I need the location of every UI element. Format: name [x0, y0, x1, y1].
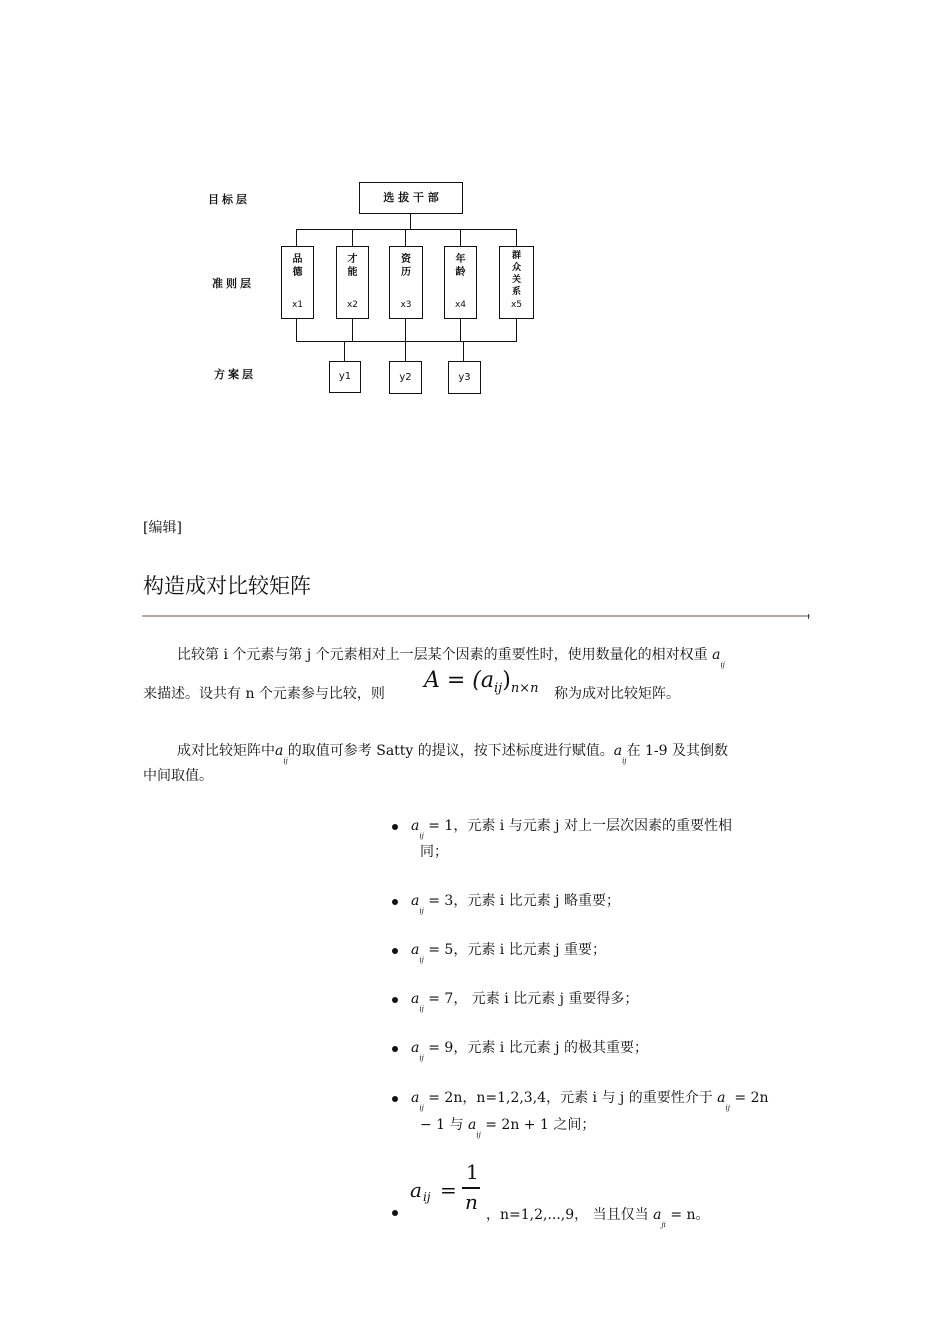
a-subscript: ij [419, 907, 424, 915]
criteria-variable: x2 [346, 300, 359, 310]
connector [296, 229, 517, 230]
connector [460, 319, 461, 341]
connector [410, 214, 411, 229]
criteria-layer-label: 准则层 [212, 277, 254, 290]
criteria-box [444, 246, 477, 319]
list-item: $a_{ij} = 5$，元素 i 比元素 j 重要； [411, 942, 606, 964]
connector [296, 341, 517, 342]
a-subscript: ij [720, 661, 725, 669]
bullet [392, 948, 398, 954]
criteria-text: 群 众 关 系 [511, 251, 521, 297]
scheme-box [389, 361, 422, 394]
frac-den: n [465, 1190, 478, 1214]
a-subscript: ij [419, 832, 424, 840]
list-item: $a_{ij} = 7$， 元素 i 比元素 j 重要得多； [411, 991, 639, 1013]
connector [352, 229, 353, 246]
list-item-cont: − 1 与 $a_{ij} = 2n + 1$ 之间； [420, 1117, 596, 1139]
bullet [392, 997, 398, 1003]
connector [296, 229, 297, 246]
item-cont2: = 2n + 1 之间； [485, 1117, 596, 1133]
scheme-box [329, 361, 361, 393]
criteria-text: 才 能 [347, 254, 358, 278]
connector [460, 229, 461, 246]
para1-text: 比较第 i 个元素与第 j 个元素相对上一层某个因素的重要性时，使用数量化的相对权重 [177, 647, 708, 663]
a-symbol: a [712, 647, 721, 663]
paragraph-2-line-2: 中间取值。 [143, 768, 213, 784]
criteria-variable: x4 [454, 300, 467, 310]
bullet [392, 1046, 398, 1052]
para2-text: 在 1-9 及其倒数 [626, 743, 729, 759]
criteria-variable: x1 [291, 300, 304, 310]
formula-nxn: n×n [510, 681, 539, 696]
connector [405, 229, 406, 246]
matrix-formula [424, 668, 539, 696]
criteria-box [499, 246, 534, 319]
scheme-box [448, 361, 481, 394]
a-subscript: ij [419, 1054, 424, 1062]
list-item-cont: 同； [420, 844, 448, 860]
para2-text: 的取值可参考 Satty 的提议，按下述标度进行赋值。 [287, 743, 614, 759]
item-text: ，n=1,2,...,9， 当且仅当 [486, 1207, 649, 1223]
connector [516, 229, 517, 246]
formula-sub: ij [494, 681, 503, 696]
goal-layer-label: 目标层 [208, 193, 250, 206]
item-text: 元素 i 比元素 j 重要； [467, 942, 606, 958]
paragraph-2-line-1 [177, 741, 728, 763]
a-symbol: a [613, 743, 623, 759]
formula-text: A = (a [424, 668, 495, 693]
frac-lhs: a [410, 1178, 422, 1202]
criteria-variable: x5 [510, 300, 523, 310]
criteria-variable: x3 [400, 300, 412, 310]
scheme-text: y2 [399, 372, 412, 383]
item-text: 元素 i 比元素 j 重要得多； [467, 991, 639, 1007]
goal-text: 选 拔 干 部 [383, 191, 439, 204]
divider-end [808, 614, 809, 619]
connector [516, 319, 517, 341]
a-subscript: ij [419, 1005, 424, 1013]
scheme-text: y3 [458, 372, 471, 383]
goal-box [359, 182, 463, 214]
scheme-layer-label: 方案层 [214, 368, 256, 381]
a-subscript: ij [725, 1104, 730, 1112]
scheme-text: y1 [338, 371, 352, 382]
criteria-box [336, 246, 369, 319]
bullet [392, 824, 398, 830]
bullet [392, 899, 398, 905]
section-title: 构造成对比较矩阵 [143, 574, 311, 598]
item-cont: − 1 与 [420, 1117, 464, 1133]
list-item: ，n=1,2,...,9， 当且仅当 $a_{ji} = n$。 [486, 1207, 710, 1229]
list-item: $a_{ij} = 1$，元素 i 与元素 j 对上一层次因素的重要性相 [411, 818, 732, 840]
criteria-text: 资 历 [401, 254, 411, 278]
item-text: n=1,2,3,4，元素 i 与 j 的重要性介于 [476, 1090, 713, 1106]
item-value: = 1， [428, 818, 468, 834]
fraction-formula [410, 1160, 482, 1220]
a-symbol: a [275, 743, 284, 759]
item-value: = 9， [428, 1040, 468, 1056]
para1-end: 称为成对比较矩阵。 [554, 686, 680, 702]
connector [463, 341, 464, 361]
list-item: $a_{ij} = 9$，元素 i 比元素 j 的极其重要； [411, 1040, 648, 1062]
connector [344, 341, 345, 361]
frac-sub: ij [423, 1190, 431, 1204]
criteria-box [389, 246, 423, 319]
para1-text: 来描述。设共有 n 个元素参与比较，则 [143, 686, 385, 702]
criteria-text: 年 龄 [455, 254, 466, 278]
bullet [392, 1096, 398, 1102]
a-subscript: ij [622, 757, 627, 765]
item-value: = 5， [428, 942, 468, 958]
item-tail: = n。 [670, 1207, 710, 1223]
a-subscript: ij [419, 1104, 424, 1112]
paragraph-1-line-2 [143, 684, 385, 704]
list-item: $a_{ij} = 2n$，n=1,2,3,4，元素 i 与 j 的重要性介于 $a_{ij} = 2n$ [411, 1090, 769, 1112]
item-value: = 3， [428, 893, 468, 909]
fraction-bar [462, 1187, 480, 1189]
edit-link[interactable]: [编辑] [143, 520, 182, 536]
connector [296, 319, 297, 341]
item-value: = 2n， [428, 1090, 477, 1106]
criteria-text: 品 德 [292, 254, 303, 278]
criteria-box [281, 246, 314, 319]
item-text: 元素 i 比元素 j 略重要； [467, 893, 620, 909]
item-value: = 7， [428, 991, 468, 1007]
item-tail: = 2n [734, 1090, 769, 1106]
para2-text: 成对比较矩阵中 [177, 743, 275, 759]
item-text: 元素 i 比元素 j 的极其重要； [467, 1040, 648, 1056]
connector [405, 341, 406, 361]
formula-close: ) [502, 668, 511, 693]
a-subscript: ij [283, 757, 288, 765]
a-subscript: ij [476, 1131, 481, 1139]
connector [352, 319, 353, 341]
list-item: $a_{ij} = 3$，元素 i 比元素 j 略重要； [411, 893, 620, 915]
item-text: 元素 i 与元素 j 对上一层次因素的重要性相 [467, 818, 732, 834]
frac-eq: = [440, 1178, 457, 1202]
section-divider [142, 615, 810, 617]
a-subscript: ij [419, 956, 424, 964]
connector [405, 319, 406, 341]
frac-num: 1 [466, 1160, 479, 1184]
paragraph-1-line-1 [177, 645, 725, 667]
a-subscript: ji [661, 1221, 666, 1229]
bullet [392, 1210, 398, 1216]
